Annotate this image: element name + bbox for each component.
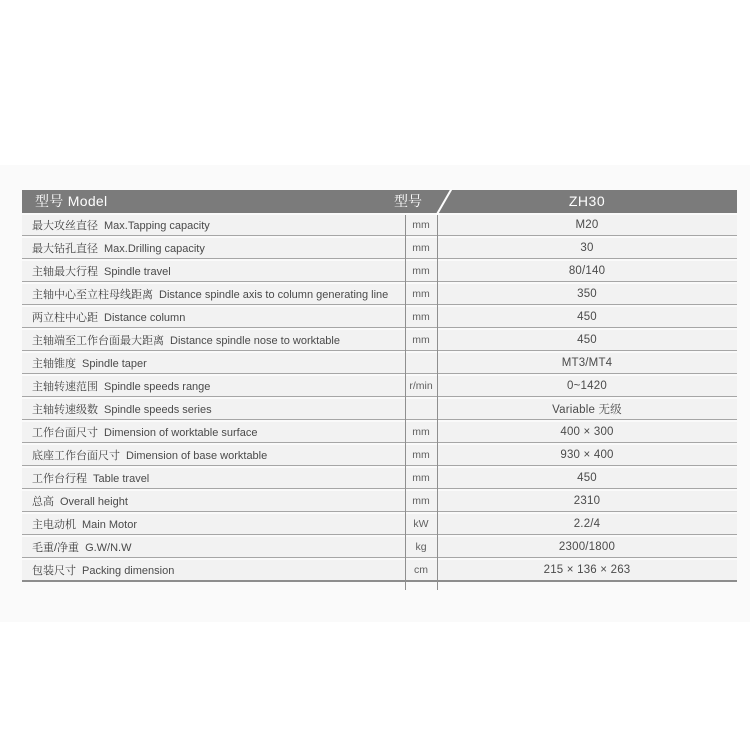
- spec-value-cell: 350: [577, 288, 597, 300]
- spec-value-cell: 2310: [573, 495, 601, 507]
- table-row: [22, 560, 737, 582]
- spec-label-en: Distance spindle nose to worktable: [170, 335, 340, 347]
- spec-label-en: Spindle speeds series: [104, 404, 212, 416]
- spec-label-en: Overall height: [60, 496, 128, 508]
- spec-label-cell: [22, 470, 405, 486]
- spec-label-zh: 工作台行程: [32, 473, 87, 485]
- spec-label-zh: 主轴锥度: [32, 358, 76, 370]
- spec-label-cell: [22, 562, 405, 578]
- spec-unit-cell: mm: [412, 219, 430, 231]
- spec-label-cell: [22, 286, 405, 302]
- spec-label-cell: [22, 378, 405, 394]
- table-row: [22, 468, 737, 489]
- spec-value-cell: 80/140: [568, 265, 606, 277]
- spec-label-cell: [22, 332, 405, 348]
- spec-label-en: Max.Drilling capacity: [104, 243, 205, 255]
- spec-unit-cell: kW: [413, 518, 429, 530]
- spec-unit-cell: kg: [415, 541, 427, 553]
- header-model-label: 型号 Model: [35, 193, 108, 209]
- spec-value-cell: 0~1420: [567, 380, 607, 392]
- spec-label-zh: 总高: [32, 496, 54, 508]
- spec-unit-cell: mm: [412, 265, 430, 277]
- table-row: [22, 399, 737, 420]
- table-row: [22, 238, 737, 259]
- spec-label-cell: [22, 309, 405, 325]
- spec-unit-cell: mm: [412, 334, 430, 346]
- table-body: [22, 215, 737, 582]
- spec-label-cell: [22, 240, 405, 256]
- spec-label-zh: 主电动机: [32, 519, 76, 531]
- table-row: [22, 514, 737, 535]
- spec-label-zh: 主轴中心至立柱母线距离: [32, 289, 153, 301]
- spec-unit-cell: mm: [412, 288, 430, 300]
- spec-unit-cell: mm: [412, 495, 430, 507]
- table-row: [22, 307, 737, 328]
- spec-label-en: G.W/N.W: [85, 542, 132, 554]
- spec-label-cell: [22, 263, 405, 279]
- spec-value-cell: Variable 无级: [552, 404, 622, 416]
- table-row: [22, 376, 737, 397]
- spec-unit-cell: cm: [414, 564, 428, 576]
- unit-column-right-rule: [437, 215, 438, 590]
- spec-label-zh: 最大钻孔直径: [32, 243, 98, 255]
- spec-value-cell: 450: [577, 311, 597, 323]
- spec-unit-cell: mm: [412, 242, 430, 254]
- spec-label-zh: 主轴端至工作台面最大距离: [32, 335, 164, 347]
- spec-label-cell: [22, 424, 405, 440]
- spec-label-zh: 两立柱中心距: [32, 312, 98, 324]
- spec-label-cell: [22, 217, 405, 233]
- spec-label-en: Spindle taper: [82, 358, 147, 370]
- spec-label-en: Packing dimension: [82, 565, 175, 577]
- spec-value-cell: 400 × 300: [560, 426, 614, 438]
- spec-label-en: Table travel: [93, 473, 150, 485]
- spec-value-cell: 215 × 136 × 263: [543, 564, 631, 576]
- spec-label-zh: 底座工作台面尺寸: [32, 450, 120, 462]
- table-row: [22, 284, 737, 305]
- spec-value-cell: M20: [575, 219, 599, 231]
- spec-label-zh: 毛重/净重: [32, 542, 80, 554]
- spec-label-en: Distance column: [104, 312, 186, 324]
- spec-label-en: Dimension of worktable surface: [104, 427, 258, 439]
- spec-value-cell: MT3/MT4: [561, 357, 613, 369]
- spec-label-en: Max.Tapping capacity: [104, 220, 210, 232]
- unit-column-left-rule: [405, 215, 406, 590]
- spec-unit-cell: r/min: [409, 380, 433, 392]
- table-row: [22, 445, 737, 466]
- spec-label-cell: [22, 355, 405, 371]
- spec-label-zh: 最大攻丝直径: [32, 220, 98, 232]
- spec-value-cell: 30: [580, 242, 594, 254]
- spec-label-en: Dimension of base worktable: [126, 450, 268, 462]
- header-model-value: ZH30: [568, 193, 606, 209]
- spec-label-en: Main Motor: [82, 519, 138, 531]
- spec-value-cell: 2.2/4: [573, 518, 601, 530]
- table-row: [22, 537, 737, 558]
- spec-unit-cell: mm: [412, 426, 430, 438]
- spec-label-zh: 主轴最大行程: [32, 266, 98, 278]
- table-header: [22, 190, 737, 213]
- spec-value-cell: 930 × 400: [560, 449, 614, 461]
- spec-label-zh: 主轴转速范围: [32, 381, 98, 393]
- spec-label-en: Spindle speeds range: [104, 381, 211, 393]
- spec-label-zh: 主轴转速级数: [32, 404, 98, 416]
- spec-label-cell: [22, 401, 405, 417]
- header-unit-column-label: 型号: [394, 193, 422, 209]
- spec-label-en: Distance spindle axis to column generating line: [159, 289, 389, 301]
- spec-value-cell: 450: [577, 472, 597, 484]
- spec-label-cell: [22, 447, 405, 463]
- spec-value-cell: 450: [577, 334, 597, 346]
- spec-unit-cell: mm: [412, 472, 430, 484]
- spec-label-zh: 包装尺寸: [32, 565, 76, 577]
- spec-value-cell: 2300/1800: [558, 541, 616, 553]
- spec-table: [22, 190, 737, 584]
- spec-unit-cell: mm: [412, 311, 430, 323]
- table-row: [22, 422, 737, 443]
- spec-label-zh: 工作台面尺寸: [32, 427, 98, 439]
- spec-label-cell: [22, 493, 405, 509]
- table-row: [22, 353, 737, 374]
- table-row: [22, 491, 737, 512]
- spec-label-cell: [22, 516, 405, 532]
- spec-unit-cell: mm: [412, 449, 430, 461]
- spec-label-cell: [22, 539, 405, 555]
- table-row: [22, 261, 737, 282]
- spec-label-en: Spindle travel: [104, 266, 171, 278]
- table-row: [22, 215, 737, 236]
- table-row: [22, 330, 737, 351]
